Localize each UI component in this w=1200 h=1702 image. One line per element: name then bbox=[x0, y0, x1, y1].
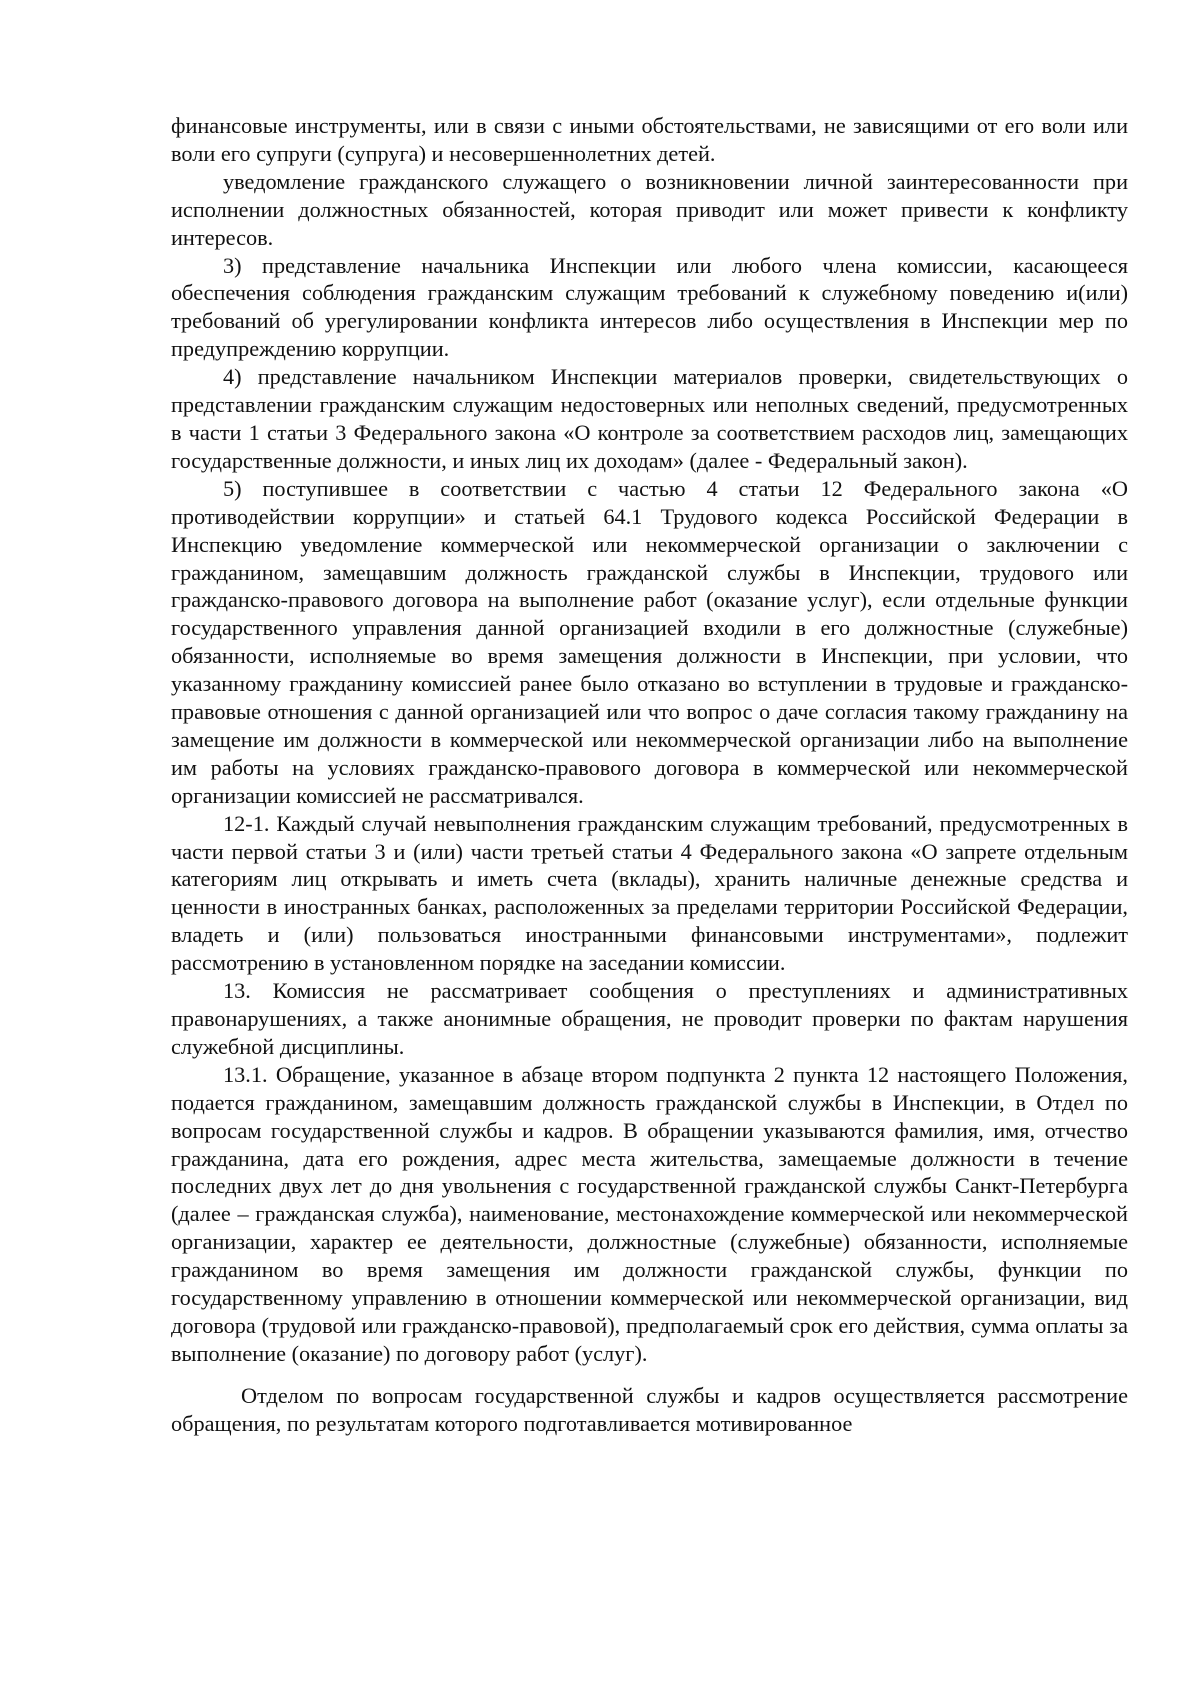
paragraph-item-5: 5) поступившее в соответствии с частью 4 статьи 12 Федерального закона «О противодействии коррупции» и статьей 64.1 Трудового кодекса Российской Федерации в Инспекцию уведомление коммерческой или некоммерческой организации о заключении с гражданином, замещавшим должность гражданской службы в Инспекции, трудового или гражданско-правового договора на выполнение работ (оказание услуг), если отдельные функции государственного управления данной организацией входили в его должностные (служебные) обязанности, исполняемые во время замещения должности в Инспекции, при условии, что указанному гражданину комиссией ранее было отказано во вступлении в трудовые и гражданско-правовые отношения с данной организацией или что вопрос о даче согласия такому гражданину на замещение им должности в коммерческой или некоммерческой организации либо на выполнение им работы на условиях гражданско-правового договора в коммерческой или некоммерческой организации комиссией не рассматривался. bbox=[171, 475, 1128, 808]
paragraph-13-1: 13.1. Обращение, указанное в абзаце втором подпункта 2 пункта 12 настоящего Положения, подается гражданином, замещавшим должность гражданской службы в Инспекции, в Отдел по вопросам государственной службы и кадров. В обращении указываются фамилия, имя, отчество гражданина, дата его рождения, адрес места жительства, замещаемые должности в течение последних двух лет до дня увольнения с государственной гражданской службы Санкт-Петербурга (далее – гражданская служба), наименование, местонахождение коммерческой или некоммерческой организации, характер ее деятельности, должностные (служебные) обязанности, исполняемые гражданином во время замещения им должности гражданской службы, функции по государственному управлению в отношении коммерческой или некоммерческой организации, вид договора (трудовой или гражданско-правовой), предполагаемый срок его действия, сумма оплаты за выполнение (оказание) по договору работ (услуг). bbox=[171, 1061, 1128, 1366]
paragraph-continuation: финансовые инструменты, или в связи с иными обстоятельствами, не зависящими от его воли или воли его супруги (супруга) и несовершеннолетних детей. bbox=[171, 113, 1128, 166]
paragraph-item-3: 3) представление начальника Инспекции или любого члена комиссии, касающееся обеспечения соблюдения гражданским служащим требований к служебному поведению и(или) требований об урегулировании конфликта интересов либо осуществления в Инспекции мер по предупреждению коррупции. bbox=[171, 252, 1128, 362]
paragraph-item-4: 4) представление начальником Инспекции материалов проверки, свидетельствующих о представлении гражданским служащим недостоверных или неполных сведений, предусмотренных в части 1 статьи 3 Федерального закона «О контроле за соответствием расходов лиц, замещающих государственные должности, и иных лиц их доходам» (далее - Федеральный закон). bbox=[171, 364, 1128, 473]
document-body bbox=[171, 112, 1128, 1438]
paragraph-department-review: Отделом по вопросам государственной службы и кадров осуществляется рассмотрение обращения, по результатам которого подготавливается мотивированное bbox=[171, 1382, 1128, 1436]
paragraph-13: 13. Комиссия не рассматривает сообщения о преступлениях и административных правонарушениях, а также анонимные обращения, не проводит проверки по фактам нарушения служебной дисциплины. bbox=[171, 978, 1128, 1059]
paragraph-12-1: 12-1. Каждый случай невыполнения гражданским служащим требований, предусмотренных в части первой статьи 3 и (или) части третьей статьи 4 Федерального закона «О запрете отдельным категориям лиц открывать и иметь счета (вклады), хранить наличные денежные средства и ценности в иностранных банках, расположенных за пределами территории Российской Федерации, владеть и (или) пользоваться иностранными финансовыми инструментами», подлежит рассмотрению в установленном порядке на заседании комиссии. bbox=[171, 810, 1128, 976]
paragraph-notification: уведомление гражданского служащего о возникновении личной заинтересованности при исполнении должностных обязанностей, которая приводит или может привести к конфликту интересов. bbox=[171, 168, 1128, 250]
